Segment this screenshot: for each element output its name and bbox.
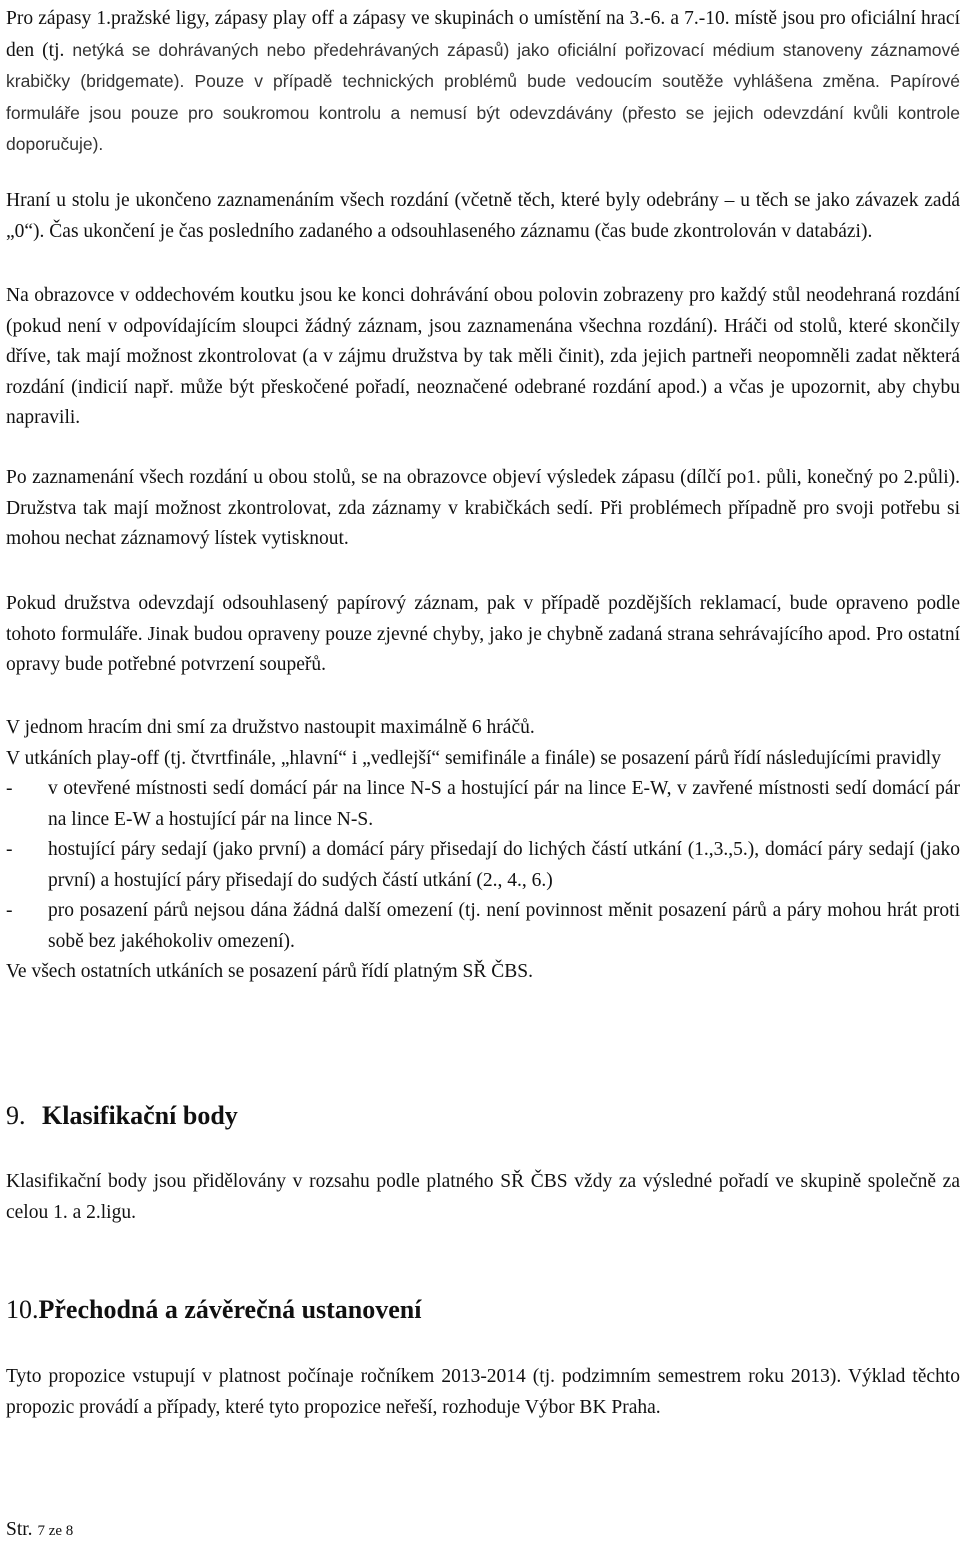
- paragraph-other-matches: Ve všech ostatních utkáních se posazení párů řídí platným SŘ ČBS.: [6, 961, 533, 982]
- list-dash: -: [6, 900, 13, 921]
- list-dash: -: [6, 778, 13, 799]
- list-item-text: v otevřené místnosti sedí domácí pár na lince N-S a hostující pár na lince E-W, v zavřené místnosti sedí domácí pár na lince E-W a hostující pár na lince N-S.: [48, 778, 960, 830]
- list-item: [6, 774, 960, 835]
- paragraph-result-display: Po zaznamenání všech rozdání u obou stolů, se na obrazovce objeví výsledek zápasu (dílčí po1. půli, konečný po 2.půli). Družstva tak mají možnost zkontrolovat, zda záznamy v krabičkách sedí. Při problémech případně pro svoji potřebu si mohou nechat záznamový lístek vytisknout.: [6, 467, 960, 549]
- paragraph-end-of-play: Hraní u stolu je ukončeno zaznamenáním všech rozdání (včetně těch, které byly odebrány – u těch se jako závazek zadá „0“). Čas ukončení je čas posledního zadaného a odsouhlaseného záznamu (čas bude zkontrolován v databázi).: [6, 190, 960, 242]
- list-dash: -: [6, 839, 13, 860]
- section-10-title: Přechodná a závěrečná ustanovení: [38, 1295, 422, 1324]
- paragraph-screen-check: Na obrazovce v oddechovém koutku jsou ke konci dohrávání obou polovin zobrazeny pro každý stůl neodehraná rozdání (pokud není v odpovídajícím sloupci žádný záznam, jsou zaznamenána všechna rozdání). Hráči od stolů, které skončily dříve, tak mají možnost zkontrolovat (a v zájmu družstva by tak měli činit), zda jejich partneři neopomněli zadat některá rozdání (indicií např. může být přeskočené pořadí, neoznačené odebrané rozdání apod.) a včas je upozornit, aby chybu napravili.: [6, 285, 960, 428]
- paragraph-bridgemate: [6, 4, 960, 161]
- paragraph-playoff-intro: V utkáních play-off (tj. čtvrtfinále, „hlavní“ i „vedlejší“ semifinále a finále) se posazení párů řídí následujícími pravidly: [6, 747, 941, 769]
- footer-label: Str.: [6, 1519, 33, 1540]
- section-10-heading: [6, 1294, 422, 1326]
- list-item-text: pro posazení párů nejsou dána žádná další omezení (tj. není povinnost měnit posazení párů a páry mohou hrát proti sobě bez jakéhokoliv omezení).: [48, 900, 960, 952]
- list-item: [6, 835, 960, 896]
- list-item-text: hostující páry sedají (jako první) a domácí páry přisedají do lichých částí utkání (1.,3.,5.), domácí páry sedají (jako první) a hostující páry přisedají do sudých částí utkání (2., 4., 6.): [48, 839, 960, 891]
- paragraph-paper-record: Pokud družstva odevzdají odsouhlasený papírový záznam, pak v případě pozdějších reklamací, bude opraveno podle tohoto formuláře. Jinak budou opraveny pouze zjevné chyby, jako je chybně zadaná strana sehrávajícího apod. Pro ostatní opravy bude potřebné potvrzení soupeřů.: [6, 593, 960, 675]
- section-9-heading: [6, 1100, 238, 1132]
- list-item: [6, 896, 960, 957]
- paragraph-bridgemate-part2: netýká se dohrávaných nebo předehrávaných zápasů) jako oficiální pořizovací médium stanoveny záznamové krabičky (bridgemate). Pouze v případě technických problémů bude vedoucím soutěže vyhlášena změna. Papírové formuláře jsou pouze pro soukromou kontrolu a nemusí být odevzdávány (přesto se jejich odevzdání kvůli kontrole doporučuje).: [6, 39, 960, 154]
- page-number: 7 ze 8: [37, 1523, 74, 1539]
- page-footer: [6, 1518, 73, 1543]
- playoff-rules-block: [6, 713, 960, 988]
- section-10-number: 10.: [6, 1295, 39, 1324]
- paragraph-max-players: V jednom hracím dni smí za družstvo nastoupit maximálně 6 hráčů.: [6, 717, 535, 738]
- section-9-title: Klasifikační body: [42, 1101, 238, 1130]
- section-9-number: 9.: [6, 1101, 26, 1130]
- paragraph-bridgemate-part1: Pro zápasy 1.pražské ligy, zápasy play off a zápasy ve skupinách o umístění na 3.-6. a 7.-10. místě jsou pro oficiální hrací den (tj.: [6, 8, 960, 61]
- section-9-text: Klasifikační body jsou přidělovány v rozsahu podle platného SŘ ČBS vždy za výsledné pořadí ve skupině společně za celou 1. a 2.ligu.: [6, 1171, 960, 1223]
- section-10-text: Tyto propozice vstupují v platnost počínaje ročníkem 2013-2014 (tj. podzimním semestrem roku 2013). Výklad těchto propozic provádí a případy, které tyto propozice neřeší, rozhoduje Výbor BK Praha.: [6, 1366, 960, 1418]
